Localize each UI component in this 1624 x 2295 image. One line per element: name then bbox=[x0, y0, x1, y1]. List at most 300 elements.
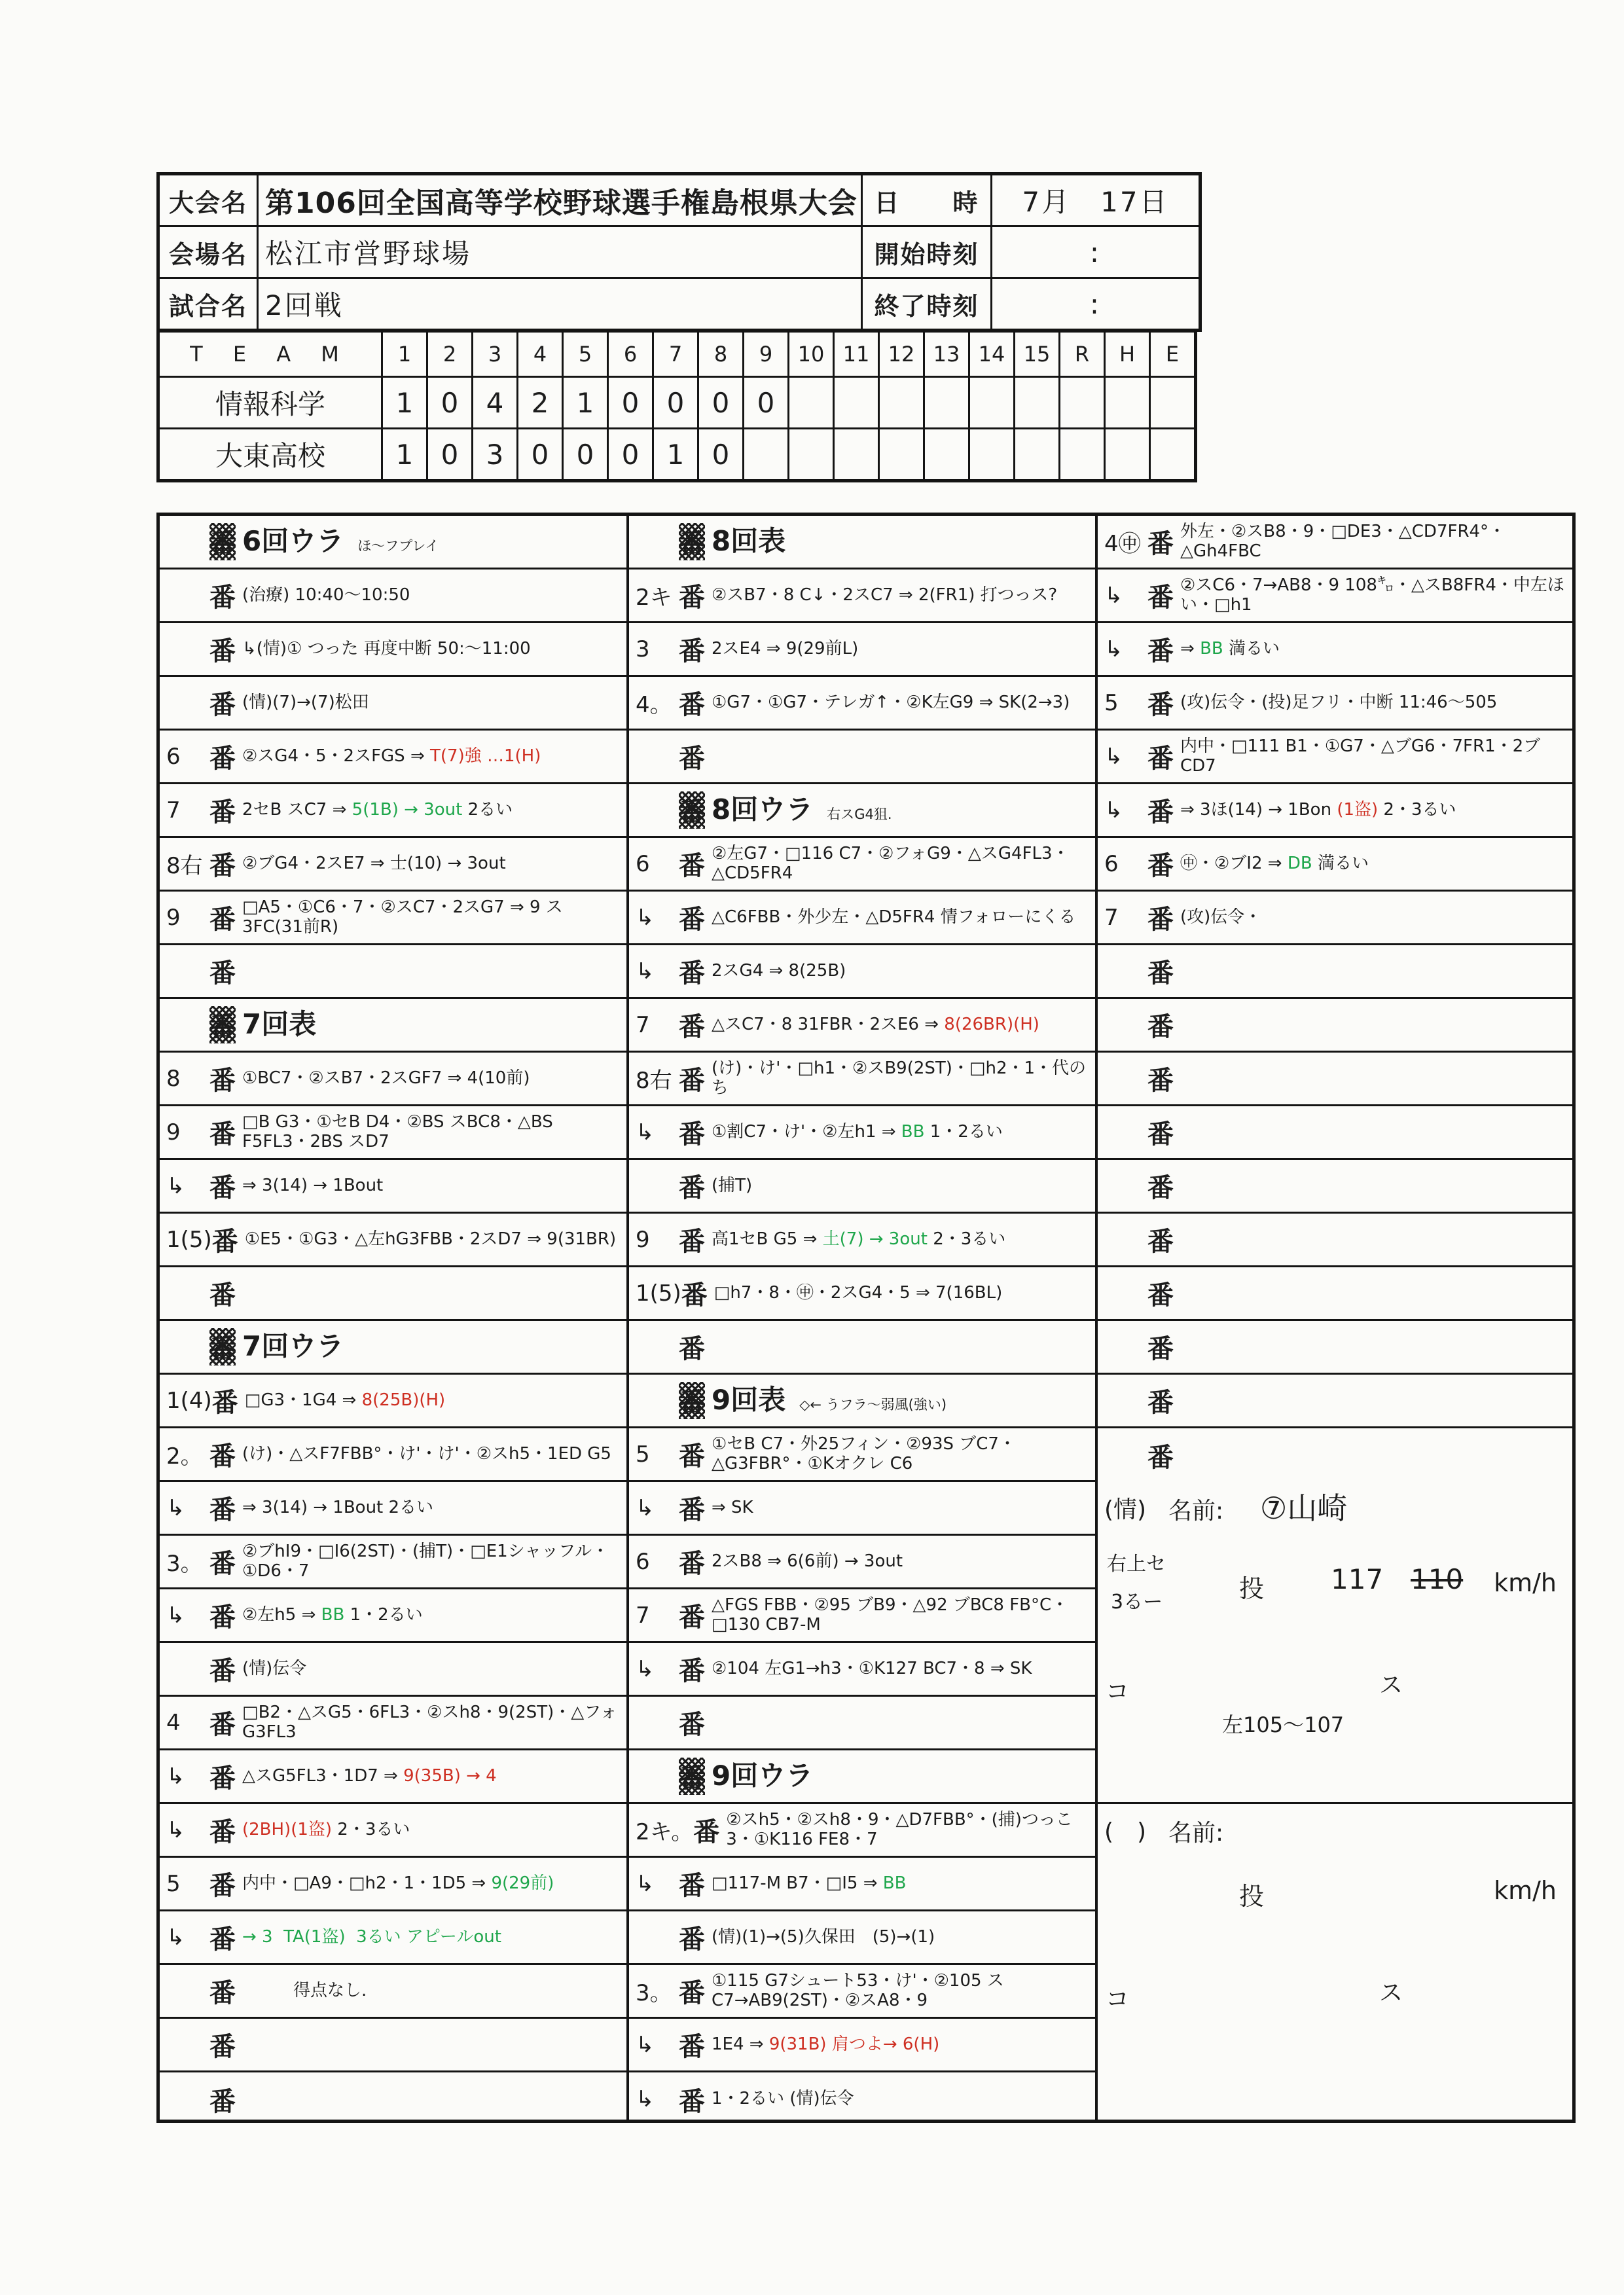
inning-score-cell: 0 bbox=[698, 377, 744, 429]
grid-row bbox=[1098, 945, 1572, 999]
grid-row bbox=[629, 1428, 1095, 1482]
ban-label: 番 bbox=[681, 1280, 708, 1310]
grid-row bbox=[160, 1375, 626, 1428]
notation-text bbox=[712, 1659, 1091, 1679]
inning-score-cell: 0 bbox=[744, 377, 789, 429]
notation-text bbox=[1180, 737, 1568, 776]
inning-header-cell: 13 bbox=[924, 331, 969, 377]
notation-segment: ②スB7・8 C↓・2スC7 ⇒ 2(FR1) 打つっス? bbox=[712, 585, 1058, 605]
end-time-label: 終了時刻 bbox=[862, 278, 992, 331]
notation-segment: ②スG4・5・2スFGS ⇒ bbox=[242, 746, 431, 766]
ban-label-scratched: 番 bbox=[209, 1328, 236, 1365]
ban-label: 番 bbox=[1147, 1012, 1174, 1042]
notation-segment: (2BH)(1盗) bbox=[242, 1820, 333, 1839]
batter-number-prefix: ↳ bbox=[1104, 743, 1123, 770]
notation-text bbox=[712, 1015, 1091, 1035]
ban-label: 番 bbox=[679, 1710, 705, 1740]
batter-number-prefix: ↳ bbox=[636, 958, 655, 985]
notation-segment: ②スC6・7→AB8・9 108㌔・△スB8FR4・中左ほい・□h1 bbox=[1180, 575, 1564, 615]
ban-label: 番 bbox=[209, 1710, 236, 1740]
start-time-label: 開始時刻 bbox=[862, 226, 992, 278]
notation-segment: 満るい bbox=[1312, 854, 1369, 873]
notation-segment: ⇒ 3ほ(14) → 1Bon bbox=[1180, 800, 1337, 820]
grid-row bbox=[629, 1589, 1095, 1643]
notation-text bbox=[712, 908, 1091, 928]
batter-number-prefix: 3 bbox=[636, 636, 650, 662]
ban-label: 番 bbox=[1147, 1119, 1174, 1149]
batter-number-prefix: ↳ bbox=[166, 1494, 185, 1521]
notation-segment: (情)(1)→(5)久保田 (5)→(1) bbox=[712, 1927, 935, 1947]
pitch-label: 投 bbox=[1239, 1574, 1265, 1603]
ban-label: 番 bbox=[209, 1280, 236, 1310]
grid-row bbox=[160, 1965, 626, 2019]
notation-text bbox=[712, 1874, 1091, 1894]
ban-label: 番 bbox=[209, 1978, 236, 2008]
inning-header-cell: 10 bbox=[789, 331, 834, 377]
team-name-cell: 情報科学 bbox=[158, 377, 382, 429]
grid-row bbox=[629, 1858, 1095, 1911]
notation-segment: 9(31B) 肩つよ→ 6(H) bbox=[768, 2034, 940, 2054]
grid-row bbox=[160, 677, 626, 731]
notation-text bbox=[242, 1606, 623, 1625]
kmh-unit-label-blank: km/h bbox=[1494, 1876, 1557, 1905]
ban-label: 番 bbox=[679, 851, 705, 881]
ban-label: 番 bbox=[209, 636, 236, 666]
batter-number-prefix: 3。 bbox=[166, 1551, 203, 1577]
ban-label: 番 bbox=[679, 958, 705, 988]
ban-label: 番 bbox=[1147, 1334, 1174, 1364]
notation-text bbox=[712, 1123, 1091, 1142]
ban-label: 番 bbox=[679, 1119, 705, 1149]
grid-row bbox=[629, 1375, 1095, 1428]
ban-label: 番 bbox=[209, 744, 236, 774]
notation-text bbox=[242, 1659, 623, 1679]
notation-text bbox=[712, 1384, 1091, 1416]
notation-segment: □A5・①C6・7・②スC7・2スG7 ⇒ 9 ス3FC(31前R) bbox=[242, 897, 563, 937]
notation-text bbox=[712, 2089, 1091, 2109]
ban-label: 番 bbox=[209, 958, 236, 988]
notation-segment: 1・2るい (情)伝令 bbox=[712, 2089, 854, 2109]
inning-score-cell: 0 bbox=[653, 377, 698, 429]
notation-text bbox=[1180, 908, 1568, 928]
notation-segment: 2セB スC7 ⇒ bbox=[242, 800, 352, 820]
line-score-table bbox=[156, 329, 1197, 482]
inning-score-cell bbox=[1015, 429, 1060, 481]
notation-segment: (1盗) bbox=[1337, 800, 1379, 820]
inning-header-cell: 6 bbox=[608, 331, 653, 377]
grid-row bbox=[160, 1858, 626, 1911]
inning-score-cell bbox=[789, 377, 834, 429]
notation-segment: 7回ウラ bbox=[242, 1331, 344, 1363]
game-name: 2回戦 bbox=[258, 278, 862, 331]
notation-text bbox=[242, 898, 623, 937]
notation-segment: → 3 TA(1盗) 3るい アピールout bbox=[242, 1927, 501, 1947]
inning-header-cell: 8 bbox=[698, 331, 744, 377]
notation-segment: 8回表 bbox=[712, 526, 786, 558]
ban-label: 番 bbox=[679, 744, 705, 774]
notation-text bbox=[712, 1435, 1091, 1474]
ban-label: 番 bbox=[679, 1978, 705, 2008]
batter-number-prefix: 8右 bbox=[166, 853, 203, 879]
notation-text bbox=[712, 962, 1091, 981]
grid-row bbox=[629, 1482, 1095, 1536]
ban-label: 番 bbox=[211, 1227, 238, 1257]
ban-label: 番 bbox=[1147, 1227, 1174, 1257]
notation-segment: 8(26BR)(H) bbox=[944, 1015, 1039, 1034]
batter-number-prefix: 8 bbox=[166, 1065, 181, 1092]
grid-row bbox=[1098, 569, 1572, 623]
notation-text bbox=[242, 747, 623, 767]
ban-label: 番 bbox=[1147, 1066, 1174, 1096]
ban-label: 番 bbox=[209, 1119, 236, 1149]
ban-label: 番 bbox=[209, 905, 236, 935]
grid-row bbox=[629, 516, 1095, 569]
ban-label: 番 bbox=[1147, 851, 1174, 881]
notation-segment: BB bbox=[882, 1873, 907, 1893]
batter-number-prefix: ↳ bbox=[636, 1655, 655, 1682]
meta-row-venue bbox=[158, 226, 1200, 278]
grid-row bbox=[629, 838, 1095, 892]
grid-row bbox=[160, 1482, 626, 1536]
pitcher-name-label-blank: 名前: bbox=[1168, 1820, 1224, 1847]
batter-number-prefix: ↳ bbox=[166, 1172, 185, 1199]
batter-number-prefix: ↳ bbox=[1104, 797, 1123, 823]
ban-label: 番 bbox=[679, 1066, 705, 1096]
notation-segment: □G3・1G4 ⇒ bbox=[244, 1390, 362, 1410]
grid-row bbox=[160, 999, 626, 1053]
ban-label: 番 bbox=[679, 1441, 705, 1472]
grid-row bbox=[1098, 623, 1572, 677]
grid-row bbox=[160, 1643, 626, 1697]
batter-number-prefix: ↳ bbox=[166, 1602, 185, 1629]
ban-label: 番 bbox=[679, 1925, 705, 1955]
ban-label: 番 bbox=[679, 905, 705, 935]
grid-row bbox=[1098, 1053, 1572, 1106]
course-label-ko: コ bbox=[1106, 1678, 1130, 1705]
batter-number-prefix: 7 bbox=[1104, 904, 1119, 931]
notation-segment: □117-M B7・□I5 ⇒ bbox=[712, 1873, 883, 1893]
notation-segment: ㊥・②ブI2 ⇒ bbox=[1180, 854, 1288, 873]
notation-text bbox=[712, 1059, 1091, 1098]
grid-row bbox=[1098, 784, 1572, 838]
notation-text bbox=[712, 1928, 1091, 1947]
ban-label: 番 bbox=[679, 690, 705, 720]
ban-label: 番 bbox=[1147, 797, 1174, 827]
course-note: 左105～107 bbox=[1222, 1712, 1344, 1737]
notation-segment: △FGS FBB・②95 ブB9・△92 ブBC8 FB°C・□130 CB7-M bbox=[712, 1595, 1069, 1635]
inning-score-cell: 1 bbox=[382, 429, 427, 481]
notation-segment: □h7・8・㊥・2スG4・5 ⇒ 7(16BL) bbox=[713, 1283, 1003, 1303]
grid-row bbox=[629, 945, 1095, 999]
meta-row-game bbox=[158, 278, 1200, 331]
course-label-su: ス bbox=[1379, 1672, 1403, 1699]
notation-segment: ②ブG4・2スE7 ⇒ 士(10) → 3out bbox=[242, 854, 506, 873]
notation-segment: 2・3るい bbox=[332, 1820, 410, 1839]
inning-score-cell bbox=[834, 377, 879, 429]
pitcher-note-2: 3るー bbox=[1111, 1591, 1163, 1614]
notation-segment: ②左G7・□116 C7・②フォG9・△スG4FL3・△CD5FR4 bbox=[712, 844, 1070, 883]
grid-row bbox=[160, 731, 626, 784]
meta-row-tournament bbox=[158, 174, 1200, 226]
notation-text bbox=[712, 1230, 1091, 1250]
grid-row bbox=[629, 2019, 1095, 2072]
inning-score-cell: 0 bbox=[427, 429, 473, 481]
team-header-cell: T E A M bbox=[158, 331, 382, 377]
grid-row bbox=[160, 1321, 626, 1375]
meta-table bbox=[156, 172, 1202, 332]
grid-row bbox=[160, 945, 626, 999]
ban-label: 番 bbox=[679, 2032, 705, 2062]
notation-segment: 2・3るい bbox=[927, 1229, 1006, 1249]
notation-segment: ①セB C7・外25フィン・②93S ブC7・△G3FBR°・①Kオクレ C6 bbox=[712, 1434, 1016, 1473]
end-time-value: : bbox=[992, 278, 1200, 331]
notation-segment: 8(25B)(H) bbox=[361, 1390, 446, 1410]
grid-row bbox=[629, 1053, 1095, 1106]
inning-score-cell bbox=[969, 429, 1015, 481]
batter-number-prefix: 2キ bbox=[636, 585, 672, 611]
notation-segment: (攻)伝令・ bbox=[1180, 907, 1262, 927]
notation-text bbox=[242, 1703, 623, 1743]
batter-number-prefix: 6 bbox=[166, 743, 181, 770]
ban-label: 番 bbox=[679, 2086, 705, 2117]
notation-text bbox=[242, 1498, 623, 1518]
notation-segment: 8回ウラ bbox=[712, 794, 814, 826]
notation-segment: 外左・②スB8・9・□DE3・△CD7FR4°・△Gh4FBC bbox=[1180, 522, 1506, 561]
pitcher-info-box-blank bbox=[1098, 1804, 1572, 2126]
notation-segment: ①G7・①G7・テレガ↑・②K左G9 ⇒ SK(2→3) bbox=[712, 693, 1070, 712]
notation-segment: 内中・□111 B1・①G7・△ブG6・7FR1・2ブCD7 bbox=[1180, 736, 1541, 776]
grid-row bbox=[1098, 731, 1572, 784]
ban-label: 番 bbox=[679, 1871, 705, 1901]
grid-row bbox=[1098, 677, 1572, 731]
notation-segment: (情)伝令 bbox=[242, 1659, 307, 1678]
inning-header-cell: 4 bbox=[518, 331, 563, 377]
inning-header-cell: E bbox=[1150, 331, 1196, 377]
batter-number-prefix: ↳ bbox=[636, 1494, 655, 1521]
grid-row bbox=[160, 838, 626, 892]
batter-number-prefix: 4。 bbox=[636, 692, 672, 718]
notation-text bbox=[1180, 854, 1568, 874]
notation-text bbox=[712, 1176, 1091, 1196]
batter-number-prefix: ↳ bbox=[166, 1763, 185, 1790]
notation-text bbox=[712, 1760, 1091, 1792]
notation-text bbox=[242, 1874, 623, 1894]
team-score-row bbox=[158, 429, 1196, 481]
ban-label: 番 bbox=[209, 1602, 236, 1633]
notation-text bbox=[712, 586, 1091, 605]
notation-segment: 6回ウラ bbox=[242, 526, 344, 558]
inning-header-cell: 7 bbox=[653, 331, 698, 377]
inning-score-cell: 4 bbox=[473, 377, 518, 429]
grid-row bbox=[1098, 838, 1572, 892]
notation-text bbox=[712, 1972, 1091, 2011]
ban-label: 番 bbox=[1147, 1173, 1174, 1203]
ban-label: 番 bbox=[679, 1173, 705, 1203]
notation-text bbox=[712, 1552, 1091, 1572]
notation-text bbox=[712, 2035, 1091, 2055]
notation-text bbox=[712, 794, 1091, 825]
grid-row bbox=[160, 516, 626, 569]
batter-number-prefix: ↳ bbox=[636, 904, 655, 931]
notation-text bbox=[242, 586, 623, 605]
ban-label: 番 bbox=[209, 1763, 236, 1794]
notation-text bbox=[242, 1445, 623, 1464]
ban-label: 番 bbox=[209, 1549, 236, 1579]
grid-row bbox=[629, 1106, 1095, 1160]
inning-score-cell bbox=[1105, 377, 1150, 429]
ban-label: 番 bbox=[1147, 583, 1174, 613]
ban-label: 番 bbox=[1147, 905, 1174, 935]
notation-segment: (け)・△スF7FBB°・け'・け'・②スh5・1ED G5 bbox=[242, 1444, 611, 1464]
inning-score-cell: 2 bbox=[518, 377, 563, 429]
notation-segment: 1・2るい bbox=[924, 1122, 1003, 1142]
notation-segment: ⇒ bbox=[1180, 639, 1200, 659]
notation-text bbox=[1180, 522, 1568, 562]
course-label-su-blank: ス bbox=[1379, 1979, 1403, 2006]
grid-row bbox=[629, 999, 1095, 1053]
notation-text bbox=[712, 640, 1091, 659]
inning-score-cell bbox=[744, 429, 789, 481]
inning-score-cell: 1 bbox=[563, 377, 608, 429]
grid-row bbox=[1098, 1214, 1572, 1267]
venue-name: 松江市営野球場 bbox=[258, 226, 862, 278]
score-header-row bbox=[158, 331, 1196, 377]
pitcher-team-mark-blank: ( ) bbox=[1104, 1818, 1147, 1845]
inning-header-cell: 9 bbox=[744, 331, 789, 377]
notation-segment: (情)(7)→(7)松田 bbox=[242, 693, 369, 712]
grid-column-1 bbox=[160, 516, 626, 2120]
notation-segment: 7回表 bbox=[242, 1009, 317, 1041]
ban-label: 番 bbox=[209, 1173, 236, 1203]
ban-label: 番 bbox=[1147, 1280, 1174, 1310]
batter-number-prefix: ↳ bbox=[1104, 582, 1123, 609]
grid-row bbox=[160, 1053, 626, 1106]
grid-row bbox=[160, 784, 626, 838]
notation-segment: ②104 左G1→h3・①K127 BC7・8 ⇒ SK bbox=[712, 1659, 1032, 1678]
notation-segment: 2スE4 ⇒ 9(29前L) bbox=[712, 639, 859, 659]
notation-segment: △スG5FL3・1D7 ⇒ bbox=[242, 1766, 404, 1786]
ban-label: 番 bbox=[1147, 636, 1174, 666]
ban-label: 番 bbox=[209, 1656, 236, 1686]
grid-row bbox=[160, 623, 626, 677]
inning-score-cell bbox=[1150, 377, 1196, 429]
notation-segment: 9回ウラ bbox=[712, 1760, 814, 1792]
notation-segment: 2・3るい bbox=[1378, 800, 1456, 820]
notation-segment: □B2・△スG5・6FL3・②スh8・9(2ST)・△フォG3FL3 bbox=[242, 1703, 617, 1742]
notation-text bbox=[712, 1498, 1091, 1518]
inning-header-cell: 3 bbox=[473, 331, 518, 377]
ban-label-scratched: 番 bbox=[679, 1758, 705, 1795]
grid-row bbox=[1098, 1375, 1572, 1428]
pitcher-info-box bbox=[1098, 1482, 1572, 1804]
inning-score-cell bbox=[879, 377, 924, 429]
grid-row bbox=[629, 677, 1095, 731]
batter-number-prefix: 5 bbox=[166, 1870, 181, 1897]
notation-segment: ⇒ SK bbox=[712, 1498, 753, 1517]
notation-text bbox=[242, 1009, 623, 1040]
grid-row bbox=[160, 1697, 626, 1750]
notation-segment: 2るい bbox=[462, 800, 513, 820]
inning-score-cell bbox=[969, 377, 1015, 429]
notation-text bbox=[242, 1542, 623, 1581]
inning-score-cell: 0 bbox=[563, 429, 608, 481]
inning-score-cell bbox=[1015, 377, 1060, 429]
grid-row bbox=[629, 731, 1095, 784]
ban-label: 番 bbox=[209, 1817, 236, 1847]
pitcher-note-1: 右上セ bbox=[1107, 1553, 1166, 1576]
pitch-speed-value: 117 bbox=[1331, 1563, 1384, 1595]
notation-segment: 2スG4 ⇒ 8(25B) bbox=[712, 961, 846, 981]
grid-row bbox=[629, 1965, 1095, 2019]
ban-label: 番 bbox=[209, 797, 236, 827]
grid-row bbox=[1098, 1321, 1572, 1375]
inning-score-cell: 0 bbox=[608, 377, 653, 429]
notation-segment: (攻)伝令・(投)足フリ・中断 11:46～505 bbox=[1180, 693, 1498, 712]
grid-column-3-rows bbox=[1098, 516, 1572, 1482]
inning-score-cell: 0 bbox=[427, 377, 473, 429]
pitcher-name-label: 名前: bbox=[1168, 1498, 1224, 1525]
notation-text bbox=[712, 844, 1091, 884]
inning-header-cell: H bbox=[1105, 331, 1150, 377]
inning-score-cell bbox=[1060, 377, 1105, 429]
notation-text bbox=[245, 1391, 623, 1411]
inning-header-cell: 1 bbox=[382, 331, 427, 377]
ban-label: 番 bbox=[211, 1388, 238, 1418]
ban-label: 番 bbox=[1147, 529, 1174, 559]
grid-row bbox=[160, 1804, 626, 1858]
ban-label: 番 bbox=[209, 690, 236, 720]
notation-segment: 右スG4狙. bbox=[813, 806, 892, 823]
grid-row bbox=[629, 1321, 1095, 1375]
inning-score-cell bbox=[834, 429, 879, 481]
ban-label: 番 bbox=[679, 1227, 705, 1257]
grid-row bbox=[160, 2019, 626, 2072]
ban-label-scratched: 番 bbox=[209, 1006, 236, 1043]
ban-label: 番 bbox=[679, 583, 705, 613]
notation-segment: 9(29前) bbox=[491, 1873, 554, 1893]
ban-label-scratched: 番 bbox=[679, 791, 705, 829]
ban-label-scratched: 番 bbox=[679, 523, 705, 560]
batter-number-prefix: ↳ bbox=[636, 1870, 655, 1897]
grid-row bbox=[1098, 1106, 1572, 1160]
venue-label: 会場名 bbox=[158, 226, 258, 278]
batter-number-prefix: 9 bbox=[636, 1226, 650, 1253]
date-value: 7月 17日 bbox=[992, 174, 1200, 226]
batter-number-prefix: ↳ bbox=[636, 2086, 655, 2112]
notation-segment: ほ～フプレイ bbox=[344, 538, 439, 554]
inning-header-cell: 12 bbox=[879, 331, 924, 377]
grid-row bbox=[629, 1643, 1095, 1697]
notation-segment: △スC7・8 31FBR・2スE6 ⇒ bbox=[712, 1015, 945, 1034]
ban-label: 番 bbox=[679, 1012, 705, 1042]
grid-row bbox=[1098, 1160, 1572, 1214]
tournament-name: 第106回全国高等学校野球選手権島根県大会 bbox=[258, 174, 862, 226]
inning-score-cell: 0 bbox=[518, 429, 563, 481]
grid-row bbox=[160, 892, 626, 945]
grid-row bbox=[1098, 516, 1572, 569]
grid-row bbox=[629, 1214, 1095, 1267]
notation-segment: BB bbox=[1200, 639, 1223, 659]
notation-segment: DB bbox=[1287, 854, 1312, 873]
batter-number-prefix: ↳ bbox=[166, 1924, 185, 1951]
datetime-label: 日 時 bbox=[862, 174, 992, 226]
ban-label: 番 bbox=[679, 636, 705, 666]
batter-number-prefix: ↳ bbox=[1104, 636, 1123, 662]
notation-text bbox=[242, 640, 623, 659]
notation-text bbox=[714, 1284, 1091, 1303]
batter-number-prefix: 4 bbox=[166, 1709, 181, 1736]
batter-number-prefix: 6 bbox=[636, 850, 650, 877]
